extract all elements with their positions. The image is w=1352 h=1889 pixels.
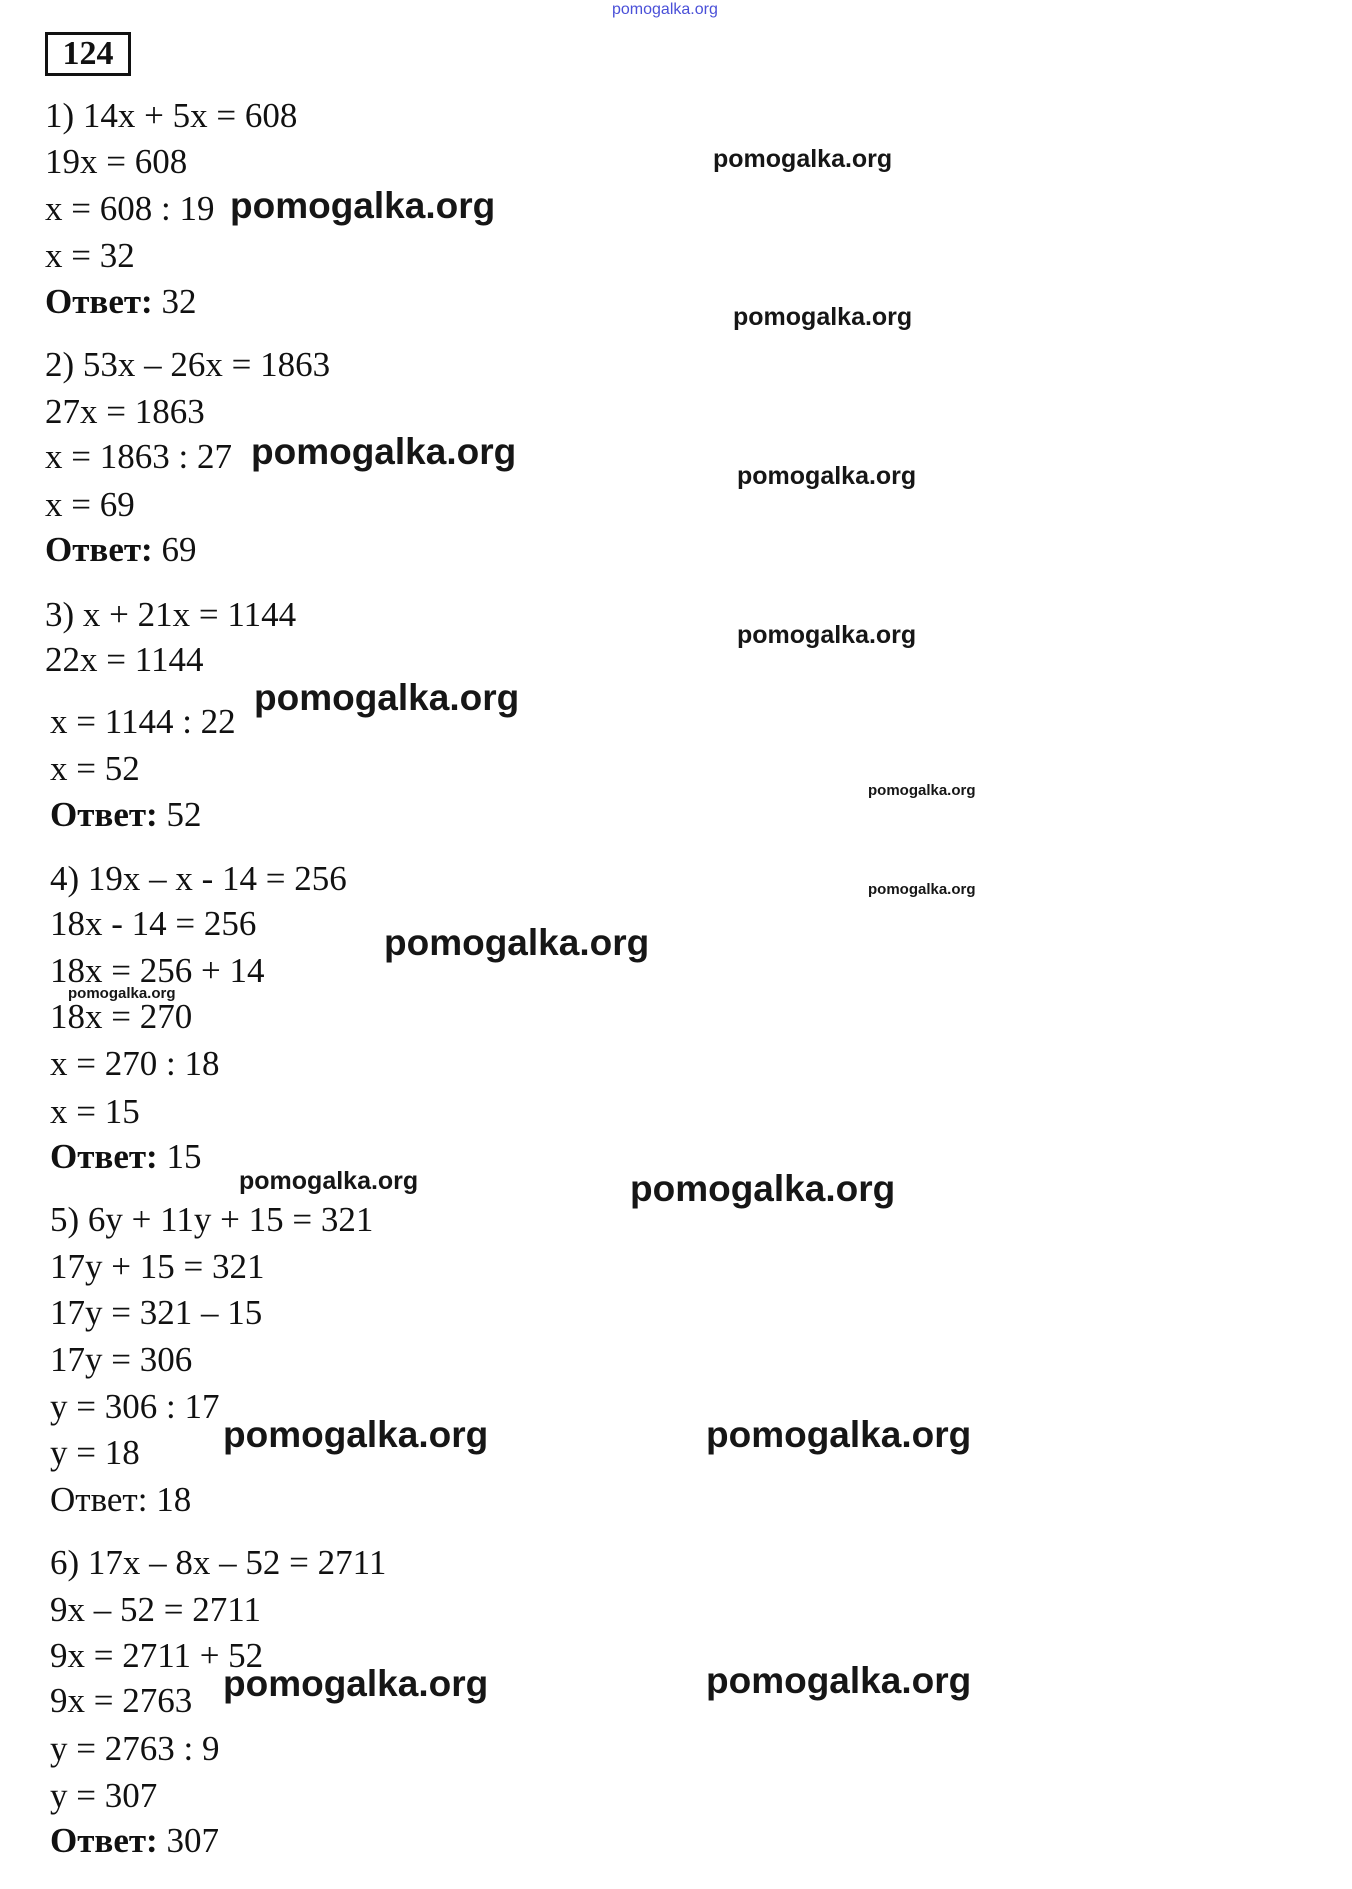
answer-value: 307 [166, 1821, 219, 1860]
watermark: pomogalka.org [68, 985, 176, 1002]
answer-value: 18 [156, 1480, 192, 1519]
equation-line: 27x = 1863 [45, 392, 205, 431]
equation-line: 22x = 1144 [45, 640, 204, 679]
equation-line: x = 270 : 18 [50, 1044, 220, 1083]
equation-line: 19x = 608 [45, 142, 188, 181]
equation-line: 2) 53x – 26x = 1863 [45, 345, 331, 384]
equation-line: x = 1144 : 22 [50, 702, 236, 741]
answer-value: 69 [161, 530, 197, 569]
equation-line: 5) 6y + 11y + 15 = 321 [50, 1200, 374, 1239]
equation-line: 9x – 52 = 2711 [50, 1590, 261, 1629]
watermark: pomogalka.org [223, 1662, 489, 1704]
equation-line: 18x = 256 + 14 [50, 951, 265, 990]
answer-value: 32 [161, 282, 197, 321]
equation-line: x = 32 [45, 236, 135, 275]
answer-value: 15 [166, 1137, 202, 1176]
watermark: pomogalka.org [254, 676, 520, 718]
equation-line: 17y + 15 = 321 [50, 1247, 265, 1286]
watermark: pomogalka.org [706, 1659, 972, 1701]
equation-line: 18x = 270 [50, 997, 193, 1036]
answer-line [50, 1477, 191, 1523]
answer-line [50, 792, 201, 838]
answer-line [50, 1134, 201, 1180]
watermark: pomogalka.org [868, 782, 976, 799]
watermark: pomogalka.org [713, 145, 893, 173]
answer-label: Ответ: [45, 282, 153, 321]
answer-label: Ответ: [50, 1137, 158, 1176]
equation-line: x = 608 : 19 [45, 189, 215, 228]
equation-line: 17y = 321 – 15 [50, 1293, 263, 1332]
watermark: pomogalka.org [230, 184, 496, 226]
answer-value: 52 [166, 795, 202, 834]
equation-line: y = 2763 : 9 [50, 1729, 220, 1768]
watermark: pomogalka.org [223, 1413, 489, 1455]
answer-line [50, 1818, 219, 1864]
equation-line: y = 307 [50, 1776, 158, 1815]
equation-line: 9x = 2763 [50, 1681, 193, 1720]
equation-line: 3) x + 21x = 1144 [45, 595, 297, 634]
equation-line: x = 15 [50, 1092, 140, 1131]
exercise-number: 124 [45, 32, 131, 76]
equation-line: 17y = 306 [50, 1340, 193, 1379]
top-watermark: pomogalka.org [612, 1, 718, 18]
watermark: pomogalka.org [239, 1167, 419, 1195]
answer-label: Ответ: [50, 1821, 158, 1860]
watermark: pomogalka.org [384, 921, 650, 963]
watermark: pomogalka.org [868, 881, 976, 898]
answer-label: Ответ: [50, 1480, 148, 1519]
watermark: pomogalka.org [251, 430, 517, 472]
answer-line [45, 527, 196, 573]
equation-line: y = 306 : 17 [50, 1387, 220, 1426]
watermark: pomogalka.org [706, 1413, 972, 1455]
watermark: pomogalka.org [737, 462, 917, 490]
watermark: pomogalka.org [737, 621, 917, 649]
equation-line: x = 69 [45, 485, 135, 524]
answer-line [45, 279, 196, 325]
answer-label: Ответ: [50, 795, 158, 834]
equation-line: 1) 14x + 5x = 608 [45, 96, 298, 135]
equation-line: 18x - 14 = 256 [50, 904, 257, 943]
equation-line: 4) 19x – x - 14 = 256 [50, 859, 347, 898]
equation-line: x = 1863 : 27 [45, 437, 232, 476]
answer-label: Ответ: [45, 530, 153, 569]
watermark: pomogalka.org [733, 303, 913, 331]
equation-line: y = 18 [50, 1433, 140, 1472]
equation-line: 9x = 2711 + 52 [50, 1636, 264, 1675]
equation-line: x = 52 [50, 749, 140, 788]
watermark: pomogalka.org [630, 1167, 896, 1209]
equation-line: 6) 17x – 8x – 52 = 2711 [50, 1543, 387, 1582]
